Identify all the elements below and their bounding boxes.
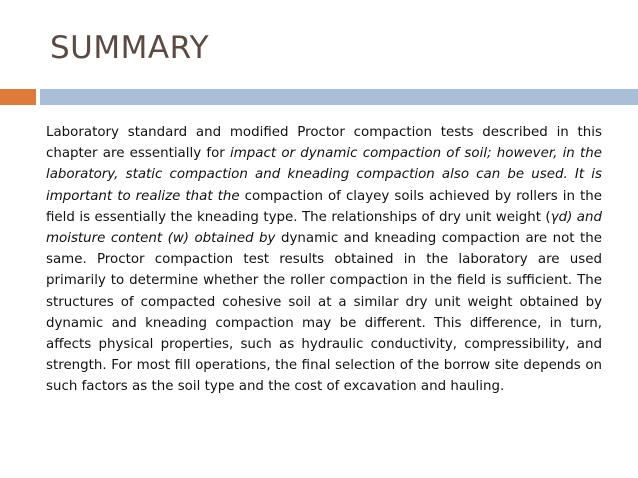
paragraph-segment: dynamic and kneading compaction are not the same. Proctor compaction test results obtained in the laboratory are used primarily to determine whether the roller compaction in the field is sufficient. The structures of compacted cohesive soil at a similar dry unit weight obtained by dynamic and kneading compaction may be different. This difference, in turn, affects physical properties, such as hydraulic conductivity, compressibility, and strength. For most fill operations, the final selection of the borrow site depends on such factors as the soil type and the cost of excavation and hauling. [46,231,602,395]
paragraph-segment: Laboratory standard and modified Proctor compaction tests described in this chapter are essentially for [46,125,602,162]
summary-paragraph [46,122,602,398]
paragraph-segment: compaction of clayey soils achieved by rollers in the field is essentially the kneading type. The relationships of dry unit weight ( [46,188,602,225]
paragraph-segment-italic: γd) and moisture content (w) obtained by [46,209,602,247]
title-accent-bar [0,89,36,105]
slide-title: SUMMARY [50,30,210,66]
paragraph-segment-italic: impact or dynamic compaction of soil; however, in the laboratory, static compaction and kneading compaction also can be used. It is important to realize that the [46,146,602,204]
title-rule-bar [40,89,638,105]
